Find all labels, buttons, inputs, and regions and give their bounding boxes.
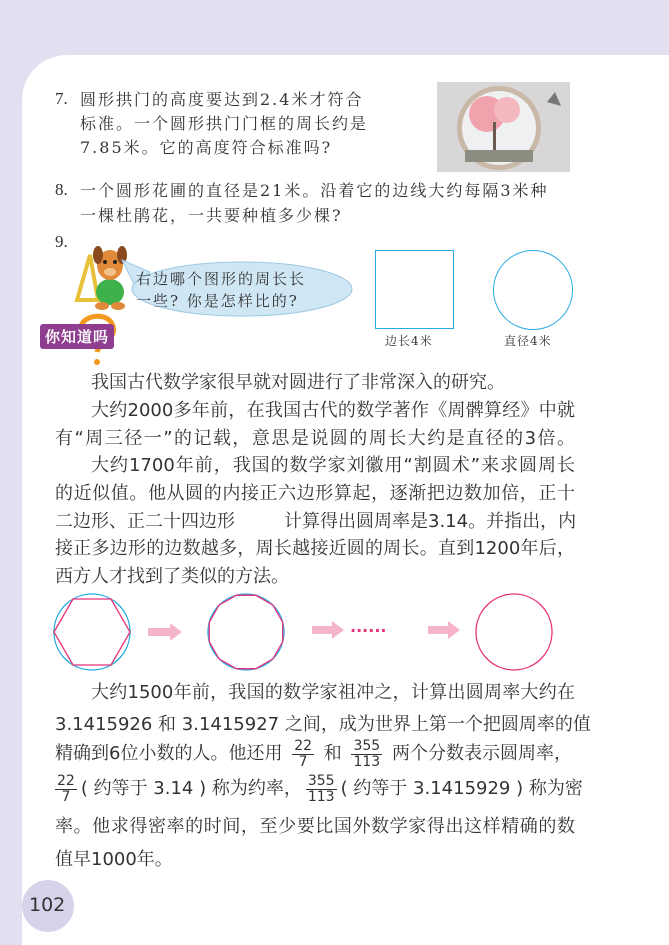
text: 两个分数表示圆周率， xyxy=(391,743,572,764)
text: 精确到6位小数的人。他还用 xyxy=(55,743,283,764)
fraction-355-113 xyxy=(306,774,337,805)
para-line-5: 的近似值。他从圆的内接正六边形算起，逐渐把边数加倍，正十 xyxy=(55,483,575,504)
para2-line-3 xyxy=(55,737,575,771)
hexagon-in-circle xyxy=(54,594,130,670)
numerator: 355 xyxy=(353,737,381,754)
numerator: 355 xyxy=(307,772,335,789)
fraction-355-113 xyxy=(351,739,382,770)
denominator: 7 xyxy=(61,788,71,805)
problem-7-line-1: 圆形拱门的高度要达到2.4米才符合 xyxy=(80,90,364,109)
para-line-1: 我国古代数学家很早就对圆进行了非常深入的研究。 xyxy=(91,372,505,393)
para-line-3: 有“周三径一”的记载，意思是说圆的周长大约是直径的3倍。 xyxy=(55,428,575,449)
para-line-8: 西方人才找到了类似的方法。 xyxy=(55,566,289,587)
para2-line-5: 率。他求得密率的时间，至少要比国外数学家得出这样精确的数 xyxy=(55,816,575,837)
polygon-approximation-diagram xyxy=(50,592,560,674)
problem-7-number: 7. xyxy=(55,89,68,108)
denominator: 113 xyxy=(353,753,381,770)
problem-8-line-1: 一个圆形花圃的直径是21米。沿着它的边线大约每隔3米种 xyxy=(80,181,549,200)
page-number: 102 xyxy=(29,894,66,916)
did-you-know-badge: 你知道吗 xyxy=(40,324,114,349)
para-line-4: 大约1700年前，我国的数学家刘徽用“割圆术”来求圆周长 xyxy=(91,455,575,476)
arrow-icon xyxy=(428,621,460,639)
para2-line-1: 大约1500年前，我国的数学家祖冲之，计算出圆周率大约在 xyxy=(91,682,575,703)
text: ( 约等于 3.1415929 ) 称为密 xyxy=(340,778,583,799)
fraction-22-7 xyxy=(292,739,314,770)
arrow-icon xyxy=(312,621,344,639)
para2-line-2: 3.1415926 和 3.1415927 之间，成为世界上第一个把圆周率的值 xyxy=(55,714,591,735)
problem-9-number: 9. xyxy=(55,232,68,251)
moon-gate-photo xyxy=(437,82,570,172)
limit-circle xyxy=(476,594,552,670)
para-line-6a: 二边形、正二十四边形 xyxy=(55,511,235,532)
arrow-icon xyxy=(148,623,182,641)
problem-8-number: 8. xyxy=(55,180,68,199)
numerator: 22 xyxy=(294,737,313,754)
ellipsis-dots: ······ xyxy=(350,621,387,640)
text: ( 约等于 3.14 ) 称为约率， xyxy=(80,778,302,799)
dodecagon-in-circle xyxy=(208,594,284,670)
para2-line-6: 值早1000年。 xyxy=(55,849,173,870)
circle-label: 直径4米 xyxy=(504,334,552,348)
problem-7-line-2: 标准。一个圆形拱门门框的周长约是 xyxy=(80,114,369,133)
problem-7-line-3: 7.85米。它的高度符合标准吗? xyxy=(80,138,333,157)
square-label: 边长4米 xyxy=(385,334,433,348)
bubble-line-1: 右边哪个图形的周长长 xyxy=(136,270,307,288)
para2-line-4 xyxy=(51,772,583,806)
circle-shape xyxy=(493,250,573,330)
para-line-6b: 计算得出圆周率是3.14。并指出，内 xyxy=(284,511,577,532)
text: 和 xyxy=(323,743,342,764)
fraction-22-7 xyxy=(55,774,77,805)
problem-8-line-2: 一棵杜鹃花，一共要种植多少棵? xyxy=(80,206,343,225)
denominator: 113 xyxy=(307,788,335,805)
square-shape xyxy=(375,250,454,329)
para-line-7: 接正多边形的边数越多，周长越接近圆的周长。直到1200年后， xyxy=(55,538,575,559)
para-line-2: 大约2000多年前，在我国古代的数学著作《周髀算经》中就 xyxy=(91,400,575,421)
numerator: 22 xyxy=(57,772,75,789)
bubble-line-2: 一些? 你是怎样比的? xyxy=(136,292,299,310)
denominator: 7 xyxy=(298,753,308,770)
